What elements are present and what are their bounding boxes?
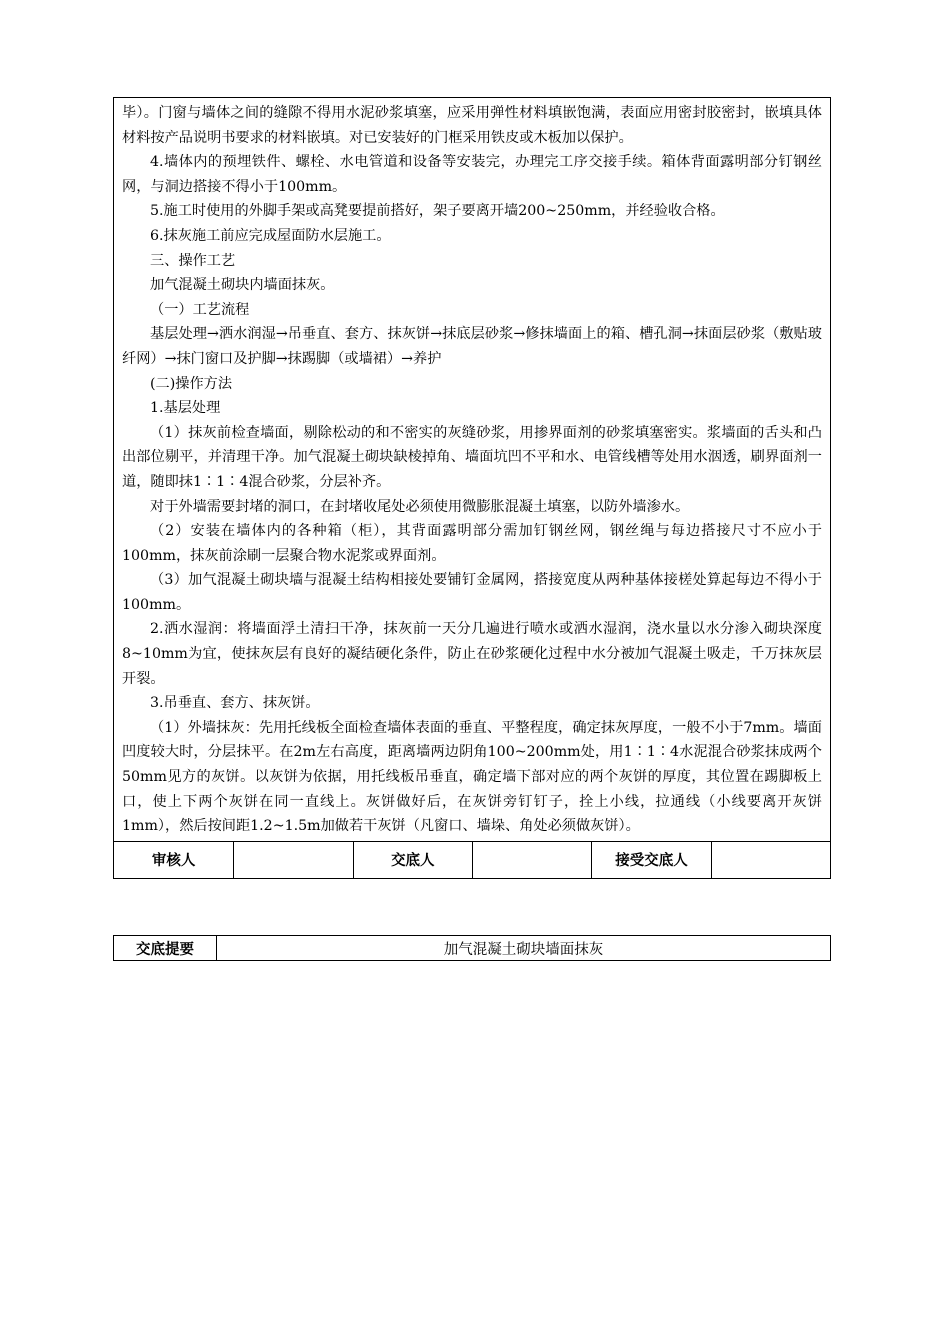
receiver-label: 接受交底人 xyxy=(591,842,710,878)
disclosure-content-table xyxy=(113,97,831,879)
paragraph: 1.基层处理 xyxy=(150,400,221,417)
paragraph: 加气混凝土砌块内墙面抹灰。 xyxy=(150,277,335,294)
paragraph: 5.施工时使用的外脚手架或高凳要提前搭好，架子要离开墙200~250mm，并经验收合格。 xyxy=(150,203,725,220)
discloser-field[interactable] xyxy=(472,842,591,878)
paragraph: 2.洒水湿润：将墙面浮土清扫干净，抹灰前一天分几遍进行喷水或洒水湿润，浇水量以水分渗入砌块深度8~10mm为宜，使抹灰层有良好的凝结硬化条件，防止在砂浆硬化过程中水分被加气混凝土吸走，千万抹灰层开裂。 xyxy=(122,621,822,687)
paragraph: （3）加气混凝土砌块墙与混凝土结构相接处要铺钉金属网，搭接宽度从两种基体接槎处算起每边不得小于100mm。 xyxy=(122,572,822,613)
paragraph: （2）安装在墙体内的各种箱（柜），其背面露明部分需加钉钢丝网，钢丝绳与每边搭接尺寸不应小于100mm，抹灰前涂刷一层聚合物水泥浆或界面剂。 xyxy=(122,523,822,564)
subsection-heading: （一）工艺流程 xyxy=(150,301,250,318)
summary-table xyxy=(113,935,831,961)
paragraph: 毕）。门窗与墙体之间的缝隙不得用水泥砂浆填塞，应采用弹性材料填嵌饱满，表面应用密封胶密封，嵌填具体材料按产品说明书要求的材料嵌填。对已安装好的门框采用铁皮或木板加以保护。 xyxy=(122,105,822,146)
content-cell xyxy=(114,98,830,841)
discloser-label: 交底人 xyxy=(353,842,472,878)
receiver-field[interactable] xyxy=(711,842,830,878)
summary-label: 交底提要 xyxy=(114,936,217,960)
paragraph: 对于外墙需要封堵的洞口，在封堵收尾处必须使用微膨胀混凝土填塞，以防外墙渗水。 xyxy=(150,498,690,515)
paragraph: （1）外墙抹灰：先用托线板全面检查墙体表面的垂直、平整程度，确定抹灰厚度，一般不小于7mm。墙面凹度较大时，分层抹平。在2m左右高度，距离墙两边阴角100~200mm处，用1∶1∶4水泥混合砂浆抹成两个50mm见方的灰饼。以灰饼为依据，用托线板吊垂直，确定墙下部对应的两个灰饼的厚度，其位置在踢脚板上口，使上下两个灰饼在同一直线上。灰饼做好后，在灰饼旁钉钉子，拴上小线，拉通线（小线要离开灰饼1mm），然后按间距1.2~1.5m加做若干灰饼（凡窗口、墙垛、角处必须做灰饼）。 xyxy=(122,719,822,835)
reviewer-label: 审核人 xyxy=(151,853,196,870)
process-flow: 基层处理→洒水润湿→吊垂直、套方、抹灰饼→抹底层砂浆→修抹墙面上的箱、槽孔洞→抹面层砂浆（敷贴玻纤网）→抹门窗口及护脚→抹踢脚（或墙裙）→养护 xyxy=(122,326,822,367)
signature-row xyxy=(114,841,830,878)
section-heading: 三、操作工艺 xyxy=(150,252,236,269)
paragraph: 6.抹灰施工前应完成屋面防水层施工。 xyxy=(150,227,391,244)
subsection-heading: (二)操作方法 xyxy=(150,375,233,392)
paragraph: 4.墙体内的预埋铁件、螺栓、水电管道和设备等安装完，办理完工序交接手续。箱体背面露明部分钉钢丝网，与洞边搭接不得小于100mm。 xyxy=(122,154,822,195)
reviewer-field[interactable] xyxy=(233,842,352,878)
paragraph: （1）抹灰前检查墙面，剔除松动的和不密实的灰缝砂浆，用掺界面剂的砂浆填塞密实。浆墙面的舌头和凸出部位剔平，并清理干净。加气混凝土砌块缺棱掉角、墙面坑凹不平和水、电管线槽等处用水洇透，刷界面剂一道，随即抹1∶1∶4混合砂浆，分层补齐。 xyxy=(122,424,822,490)
summary-value: 加气混凝土砌块墙面抹灰 xyxy=(443,941,604,958)
paragraph: 3.吊垂直、套方、抹灰饼。 xyxy=(150,695,320,712)
